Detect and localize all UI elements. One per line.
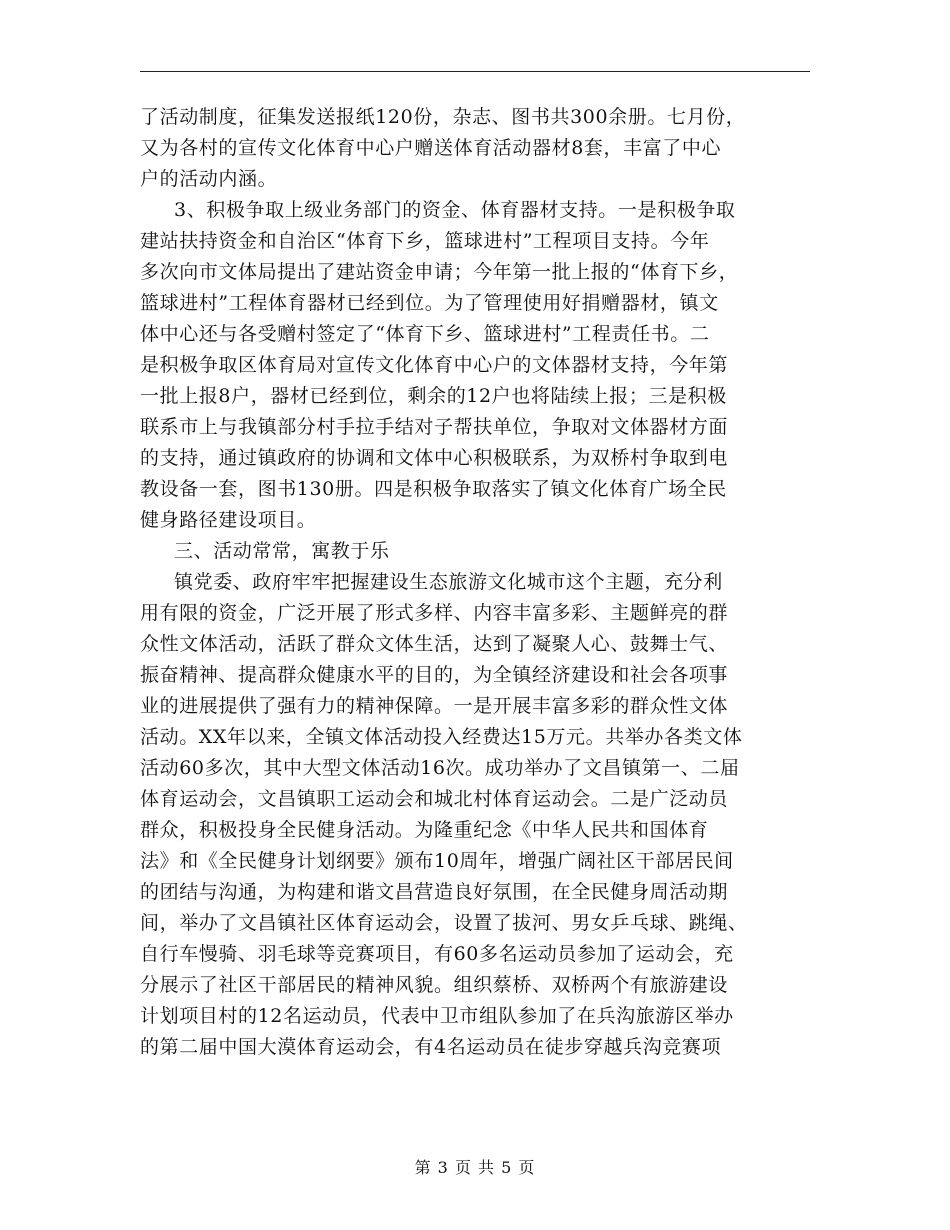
text-line: 建站扶持资金和自治区“体育下乡，篮球进村”工程项目支持。今年 [140, 230, 710, 252]
page-number-footer: 第 3 页 共 5 页 [414, 1158, 536, 1177]
text-line: 健身路径建设项目。 [140, 509, 317, 531]
text-line: 活动。XX年以来，全镇文体活动投入经费达15万元。共举办各类文体 [140, 726, 743, 748]
text-line: 篮球进村”工程体育器材已经到位。为了管理使用好捐赠器材，镇文 [140, 292, 719, 314]
text-line: 又为各村的宣传文化体育中心户赠送体育活动器材8套，丰富了中心 [140, 137, 722, 159]
text-line: 一批上报8户，器材已经到位，剩余的12户也将陆续上报；三是积极 [140, 385, 727, 407]
text-line: 计划项目村的12名运动员，代表中卫市组队参加了在兵沟旅游区举办 [140, 1005, 734, 1027]
text-line: 群众，积极投身全民健身活动。为隆重纪念《中华人民共和国体育 [140, 819, 709, 841]
text-line: 分展示了社区干部居民的精神风貌。组织蔡桥、双桥两个有旅游建设 [140, 974, 729, 996]
header-rule [140, 71, 810, 72]
paragraph-start: 镇党委、政府牢牢把握建设生态旅游文化城市这个主题，充分利 [174, 571, 723, 593]
section-heading: 三、活动常常，寓教于乐 [174, 540, 390, 562]
paragraph-start: 3、积极争取上级业务部门的资金、体育器材支持。一是积极争取 [174, 199, 736, 221]
text-line: 业的进展提供了强有力的精神保障。一是开展丰富多彩的群众性文体 [140, 695, 729, 717]
text-line: 是积极争取区体育局对宣传文化体育中心户的文体器材支持，今年第 [140, 354, 729, 376]
text-line: 的支持，通过镇政府的协调和文体中心积极联系，为双桥村争取到电 [140, 447, 729, 469]
text-line: 自行车慢骑、羽毛球等竞赛项目，有60多名运动员参加了运动会，充 [140, 943, 734, 965]
text-line: 体中心还与各受赠村签定了“体育下乡、篮球进村”工程责任书。二 [140, 323, 710, 345]
text-line: 户的活动内涵。 [140, 168, 278, 190]
text-line: 的第二届中国大漠体育运动会，有4名运动员在徒步穿越兵沟竞赛项 [140, 1036, 722, 1058]
text-line: 活动60多次，其中大型文体活动16次。成功举办了文昌镇第一、二届 [140, 757, 740, 779]
text-line: 多次向市文体局提出了建站资金申请；今年第一批上报的“体育下乡， [140, 261, 739, 283]
text-line: 联系市上与我镇部分村手拉手结对子帮扶单位，争取对文体器材方面 [140, 416, 729, 438]
text-line: 了活动制度，征集发送报纸120份，杂志、图书共300余册。七月份， [140, 106, 746, 128]
text-line: 法》和《全民健身计划纲要》颁布10周年，增强广阔社区干部居民间 [140, 850, 734, 872]
text-line: 用有限的资金，广泛开展了形式多样、内容丰富多彩、主题鲜亮的群 [140, 602, 729, 624]
text-line: 众性文体活动，活跃了群众文体生活，达到了凝聚人心、鼓舞士气、 [140, 633, 729, 655]
text-line: 教设备一套，图书130册。四是积极争取落实了镇文化体育广场全民 [140, 478, 727, 500]
text-line: 体育运动会，文昌镇职工运动会和城北村体育运动会。二是广泛动员 [140, 788, 729, 810]
text-line: 间，举办了文昌镇社区体育运动会，设置了拔河、男女乒乓球、跳绳、 [140, 912, 748, 934]
document-body [140, 102, 810, 1063]
text-line: 的团结与沟通，为构建和谐文昌营造良好氛围，在全民健身周活动期 [140, 881, 729, 903]
text-line: 振奋精神、提高群众健康水平的目的，为全镇经济建设和社会各项事 [140, 664, 729, 686]
